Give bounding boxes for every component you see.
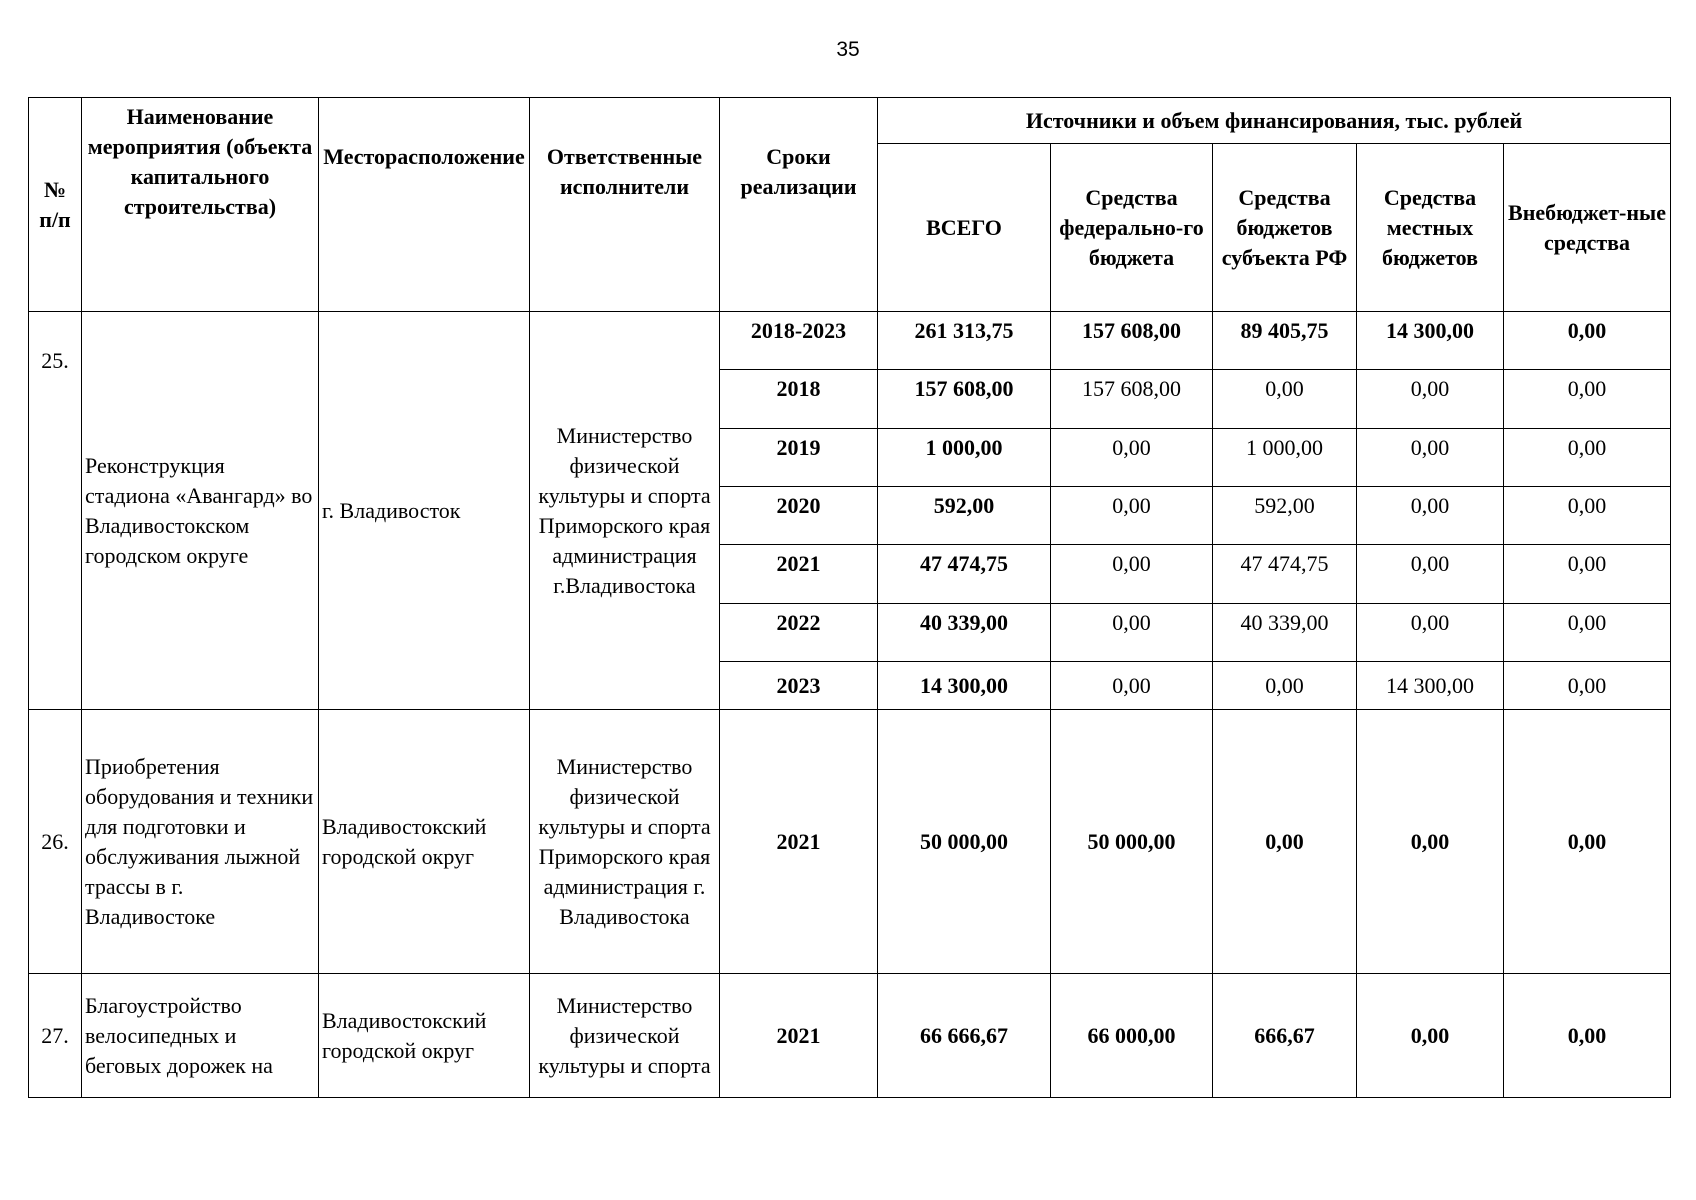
header-subject: Средства бюджетов субъекта РФ bbox=[1213, 144, 1357, 312]
federal-cell: 0,00 bbox=[1051, 545, 1213, 603]
federal-cell: 0,00 bbox=[1051, 428, 1213, 486]
subject-cell: 0,00 bbox=[1213, 662, 1357, 710]
total-cell: 261 313,75 bbox=[878, 312, 1051, 370]
federal-cell: 0,00 bbox=[1051, 603, 1213, 661]
row-location: Владивостокский городской округ bbox=[319, 710, 530, 974]
row-number: 27. bbox=[29, 974, 82, 1098]
total-cell: 157 608,00 bbox=[878, 370, 1051, 428]
term-cell: 2018-2023 bbox=[720, 312, 878, 370]
federal-cell: 50 000,00 bbox=[1051, 710, 1213, 974]
term-cell: 2021 bbox=[720, 974, 878, 1098]
table-row bbox=[29, 312, 1671, 370]
header-num: № п/п bbox=[29, 98, 82, 312]
total-cell: 14 300,00 bbox=[878, 662, 1051, 710]
row-name: Благоустройство велосипедных и беговых дорожек на bbox=[82, 974, 319, 1098]
header-total: ВСЕГО bbox=[878, 144, 1051, 312]
local-cell: 0,00 bbox=[1357, 974, 1504, 1098]
extra-cell: 0,00 bbox=[1504, 974, 1671, 1098]
row-name: Приобретения оборудования и техники для подготовки и обслуживания лыжной трассы в г. Владивостоке bbox=[82, 710, 319, 974]
term-cell: 2019 bbox=[720, 428, 878, 486]
row-location: г. Владивосток bbox=[319, 312, 530, 710]
total-cell: 40 339,00 bbox=[878, 603, 1051, 661]
term-cell: 2020 bbox=[720, 487, 878, 545]
header-location: Месторасположение bbox=[319, 98, 530, 312]
row-number: 25. bbox=[29, 312, 82, 710]
total-cell: 592,00 bbox=[878, 487, 1051, 545]
local-cell: 0,00 bbox=[1357, 710, 1504, 974]
federal-cell: 0,00 bbox=[1051, 662, 1213, 710]
table-row bbox=[29, 710, 1671, 974]
financing-table bbox=[28, 97, 1671, 1098]
header-federal: Средства федерально-го бюджета bbox=[1051, 144, 1213, 312]
subject-cell: 1 000,00 bbox=[1213, 428, 1357, 486]
row-name: Реконструкция стадиона «Авангард» во Владивостокском городском округе bbox=[82, 312, 319, 710]
subject-cell: 0,00 bbox=[1213, 370, 1357, 428]
extra-cell: 0,00 bbox=[1504, 370, 1671, 428]
federal-cell: 157 608,00 bbox=[1051, 312, 1213, 370]
federal-cell: 66 000,00 bbox=[1051, 974, 1213, 1098]
local-cell: 14 300,00 bbox=[1357, 312, 1504, 370]
row-responsible: Министерство физической культуры и спорта Приморского края администрация г.Владивостока bbox=[530, 312, 720, 710]
subject-cell: 89 405,75 bbox=[1213, 312, 1357, 370]
subject-cell: 40 339,00 bbox=[1213, 603, 1357, 661]
subject-cell: 666,67 bbox=[1213, 974, 1357, 1098]
header-terms: Сроки реализации bbox=[720, 98, 878, 312]
header-name: Наименование мероприятия (объекта капитального строительства) bbox=[82, 98, 319, 312]
row-location: Владивостокский городской округ bbox=[319, 974, 530, 1098]
federal-cell: 157 608,00 bbox=[1051, 370, 1213, 428]
term-cell: 2023 bbox=[720, 662, 878, 710]
extra-cell: 0,00 bbox=[1504, 545, 1671, 603]
extra-cell: 0,00 bbox=[1504, 710, 1671, 974]
subject-cell: 0,00 bbox=[1213, 710, 1357, 974]
extra-cell: 0,00 bbox=[1504, 312, 1671, 370]
term-cell: 2018 bbox=[720, 370, 878, 428]
local-cell: 0,00 bbox=[1357, 603, 1504, 661]
subject-cell: 47 474,75 bbox=[1213, 545, 1357, 603]
total-cell: 66 666,67 bbox=[878, 974, 1051, 1098]
header-responsible: Ответственные исполнители bbox=[530, 98, 720, 312]
row-responsible: Министерство физической культуры и спорта bbox=[530, 974, 720, 1098]
total-cell: 47 474,75 bbox=[878, 545, 1051, 603]
extra-cell: 0,00 bbox=[1504, 603, 1671, 661]
local-cell: 0,00 bbox=[1357, 545, 1504, 603]
extra-cell: 0,00 bbox=[1504, 428, 1671, 486]
extra-cell: 0,00 bbox=[1504, 487, 1671, 545]
local-cell: 0,00 bbox=[1357, 370, 1504, 428]
term-cell: 2022 bbox=[720, 603, 878, 661]
subject-cell: 592,00 bbox=[1213, 487, 1357, 545]
header-financing: Источники и объем финансирования, тыс. рублей bbox=[878, 98, 1671, 144]
header-local: Средства местных бюджетов bbox=[1357, 144, 1504, 312]
header-row-1 bbox=[29, 98, 1671, 144]
local-cell: 0,00 bbox=[1357, 487, 1504, 545]
local-cell: 14 300,00 bbox=[1357, 662, 1504, 710]
term-cell: 2021 bbox=[720, 545, 878, 603]
term-cell: 2021 bbox=[720, 710, 878, 974]
local-cell: 0,00 bbox=[1357, 428, 1504, 486]
row-responsible: Министерство физической культуры и спорта Приморского края администрация г. Владивостока bbox=[530, 710, 720, 974]
row-number: 26. bbox=[29, 710, 82, 974]
header-extra: Внебюджет-ные средства bbox=[1504, 144, 1671, 312]
extra-cell: 0,00 bbox=[1504, 662, 1671, 710]
federal-cell: 0,00 bbox=[1051, 487, 1213, 545]
table-row bbox=[29, 974, 1671, 1098]
total-cell: 1 000,00 bbox=[878, 428, 1051, 486]
page-number: 35 bbox=[836, 38, 860, 61]
total-cell: 50 000,00 bbox=[878, 710, 1051, 974]
